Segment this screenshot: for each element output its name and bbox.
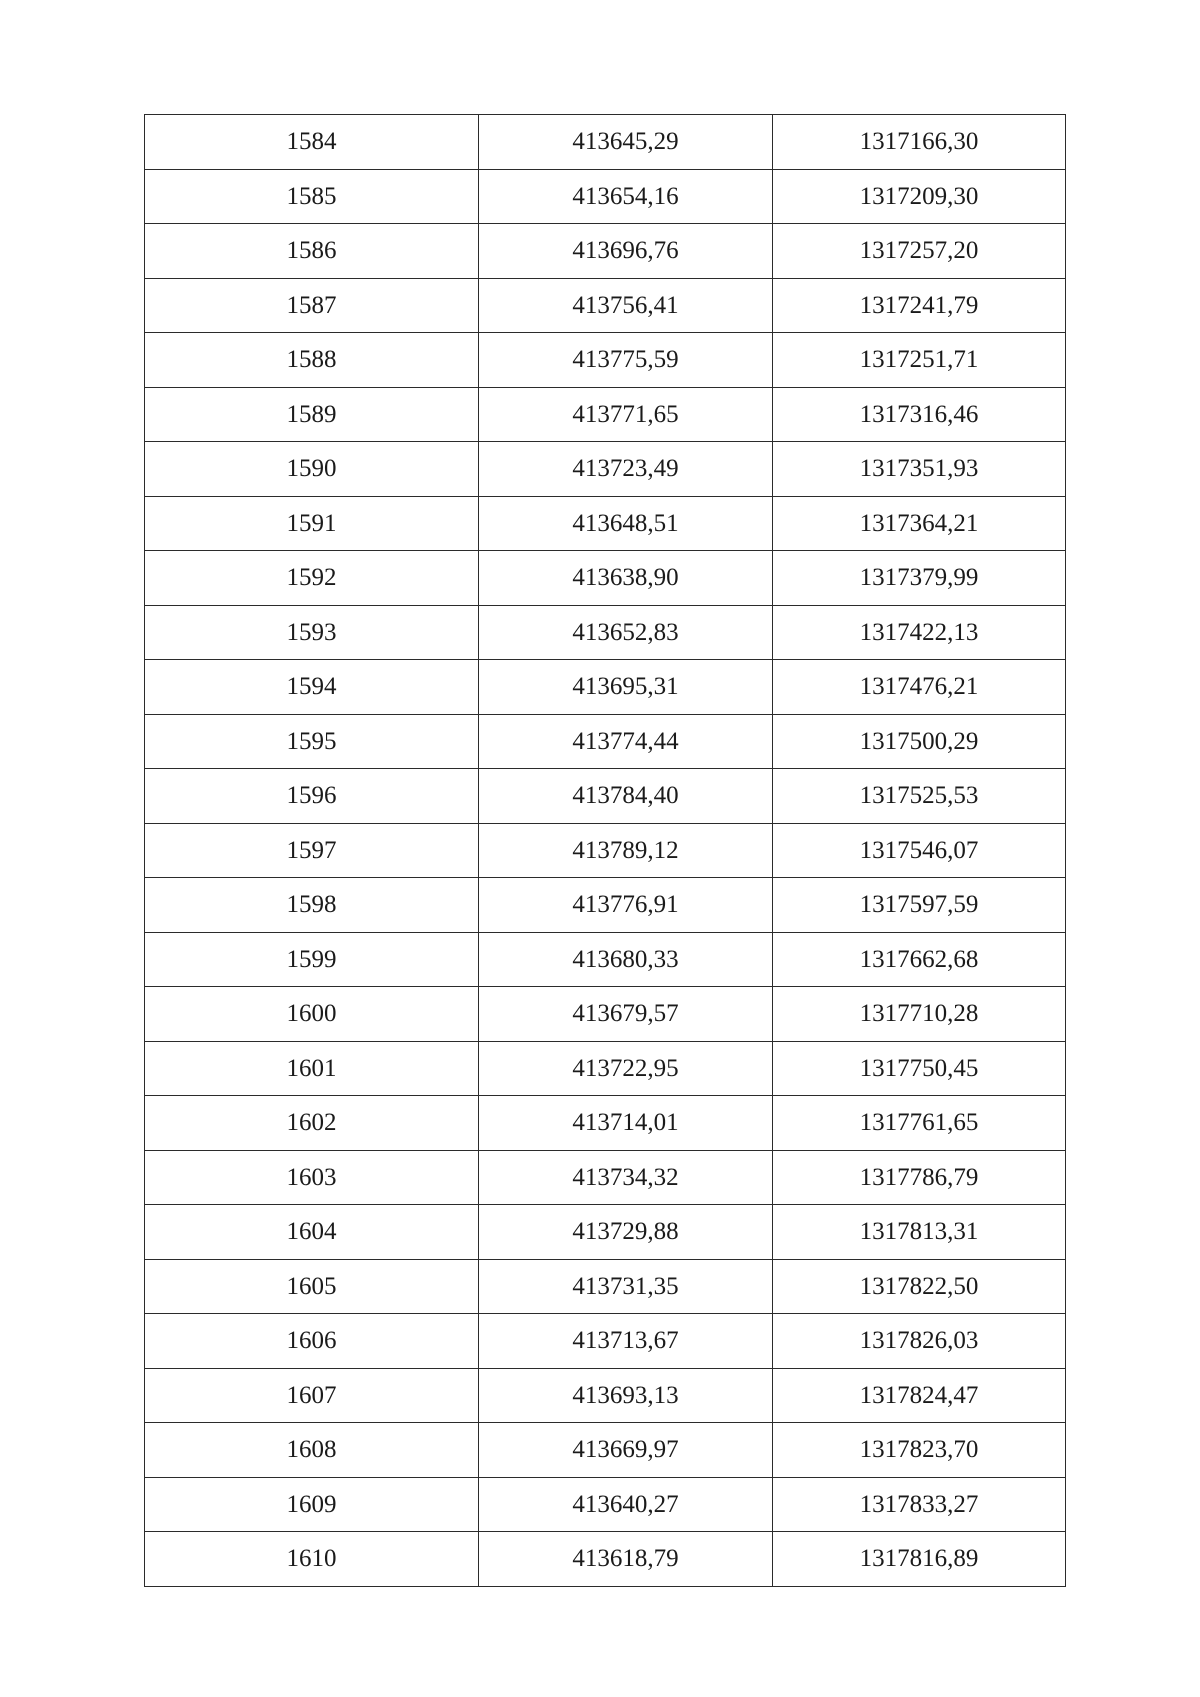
table-row [145,551,1066,606]
x-coordinate-cell: 413618,79 [479,1532,773,1587]
table-row [145,333,1066,388]
x-coordinate-cell: 413638,90 [479,551,773,606]
x-coordinate-cell: 413729,88 [479,1205,773,1260]
table-row [145,769,1066,824]
point-number-cell: 1609 [145,1477,479,1532]
point-number-cell: 1592 [145,551,479,606]
x-coordinate-cell: 413695,31 [479,660,773,715]
y-coordinate-cell: 1317500,29 [773,714,1066,769]
x-coordinate-cell: 413654,16 [479,169,773,224]
y-coordinate-cell: 1317251,71 [773,333,1066,388]
y-coordinate-cell: 1317241,79 [773,278,1066,333]
table-row [145,932,1066,987]
point-number-cell: 1594 [145,660,479,715]
point-number-cell: 1597 [145,823,479,878]
y-coordinate-cell: 1317761,65 [773,1096,1066,1151]
x-coordinate-cell: 413652,83 [479,605,773,660]
table-row [145,1477,1066,1532]
x-coordinate-cell: 413722,95 [479,1041,773,1096]
point-number-cell: 1587 [145,278,479,333]
point-number-cell: 1605 [145,1259,479,1314]
table-row [145,660,1066,715]
point-number-cell: 1590 [145,442,479,497]
table-row [145,224,1066,279]
x-coordinate-cell: 413731,35 [479,1259,773,1314]
y-coordinate-cell: 1317166,30 [773,115,1066,170]
y-coordinate-cell: 1317597,59 [773,878,1066,933]
table-row [145,823,1066,878]
point-number-cell: 1606 [145,1314,479,1369]
point-number-cell: 1604 [145,1205,479,1260]
x-coordinate-cell: 413696,76 [479,224,773,279]
y-coordinate-cell: 1317824,47 [773,1368,1066,1423]
table-row [145,442,1066,497]
x-coordinate-cell: 413776,91 [479,878,773,933]
y-coordinate-cell: 1317351,93 [773,442,1066,497]
y-coordinate-cell: 1317826,03 [773,1314,1066,1369]
point-number-cell: 1586 [145,224,479,279]
y-coordinate-cell: 1317476,21 [773,660,1066,715]
table-row [145,115,1066,170]
y-coordinate-cell: 1317316,46 [773,387,1066,442]
table-row [145,1423,1066,1478]
x-coordinate-cell: 413774,44 [479,714,773,769]
x-coordinate-cell: 413713,67 [479,1314,773,1369]
table-row [145,1205,1066,1260]
table-row [145,987,1066,1042]
point-number-cell: 1600 [145,987,479,1042]
table-row [145,878,1066,933]
table-row [145,605,1066,660]
table-row [145,496,1066,551]
y-coordinate-cell: 1317750,45 [773,1041,1066,1096]
y-coordinate-cell: 1317546,07 [773,823,1066,878]
point-number-cell: 1598 [145,878,479,933]
point-number-cell: 1603 [145,1150,479,1205]
y-coordinate-cell: 1317823,70 [773,1423,1066,1478]
table-row [145,1150,1066,1205]
table-row [145,1259,1066,1314]
y-coordinate-cell: 1317816,89 [773,1532,1066,1587]
table-row [145,1532,1066,1587]
x-coordinate-cell: 413640,27 [479,1477,773,1532]
point-number-cell: 1593 [145,605,479,660]
y-coordinate-cell: 1317822,50 [773,1259,1066,1314]
x-coordinate-cell: 413756,41 [479,278,773,333]
point-number-cell: 1595 [145,714,479,769]
x-coordinate-cell: 413693,13 [479,1368,773,1423]
point-number-cell: 1607 [145,1368,479,1423]
x-coordinate-cell: 413784,40 [479,769,773,824]
y-coordinate-cell: 1317786,79 [773,1150,1066,1205]
x-coordinate-cell: 413789,12 [479,823,773,878]
x-coordinate-cell: 413669,97 [479,1423,773,1478]
x-coordinate-cell: 413714,01 [479,1096,773,1151]
coordinates-table-body [145,115,1066,1587]
point-number-cell: 1602 [145,1096,479,1151]
table-row [145,1314,1066,1369]
y-coordinate-cell: 1317525,53 [773,769,1066,824]
x-coordinate-cell: 413723,49 [479,442,773,497]
table-row [145,169,1066,224]
point-number-cell: 1610 [145,1532,479,1587]
y-coordinate-cell: 1317364,21 [773,496,1066,551]
y-coordinate-cell: 1317379,99 [773,551,1066,606]
x-coordinate-cell: 413680,33 [479,932,773,987]
y-coordinate-cell: 1317422,13 [773,605,1066,660]
point-number-cell: 1584 [145,115,479,170]
table-row [145,1096,1066,1151]
point-number-cell: 1601 [145,1041,479,1096]
y-coordinate-cell: 1317813,31 [773,1205,1066,1260]
x-coordinate-cell: 413734,32 [479,1150,773,1205]
x-coordinate-cell: 413775,59 [479,333,773,388]
table-row [145,278,1066,333]
x-coordinate-cell: 413648,51 [479,496,773,551]
table-row [145,714,1066,769]
table-row [145,387,1066,442]
point-number-cell: 1588 [145,333,479,388]
y-coordinate-cell: 1317257,20 [773,224,1066,279]
coordinates-table [144,114,1066,1587]
point-number-cell: 1599 [145,932,479,987]
point-number-cell: 1596 [145,769,479,824]
x-coordinate-cell: 413645,29 [479,115,773,170]
y-coordinate-cell: 1317710,28 [773,987,1066,1042]
y-coordinate-cell: 1317833,27 [773,1477,1066,1532]
point-number-cell: 1591 [145,496,479,551]
table-row [145,1041,1066,1096]
point-number-cell: 1608 [145,1423,479,1478]
point-number-cell: 1585 [145,169,479,224]
point-number-cell: 1589 [145,387,479,442]
y-coordinate-cell: 1317662,68 [773,932,1066,987]
table-row [145,1368,1066,1423]
x-coordinate-cell: 413679,57 [479,987,773,1042]
x-coordinate-cell: 413771,65 [479,387,773,442]
y-coordinate-cell: 1317209,30 [773,169,1066,224]
